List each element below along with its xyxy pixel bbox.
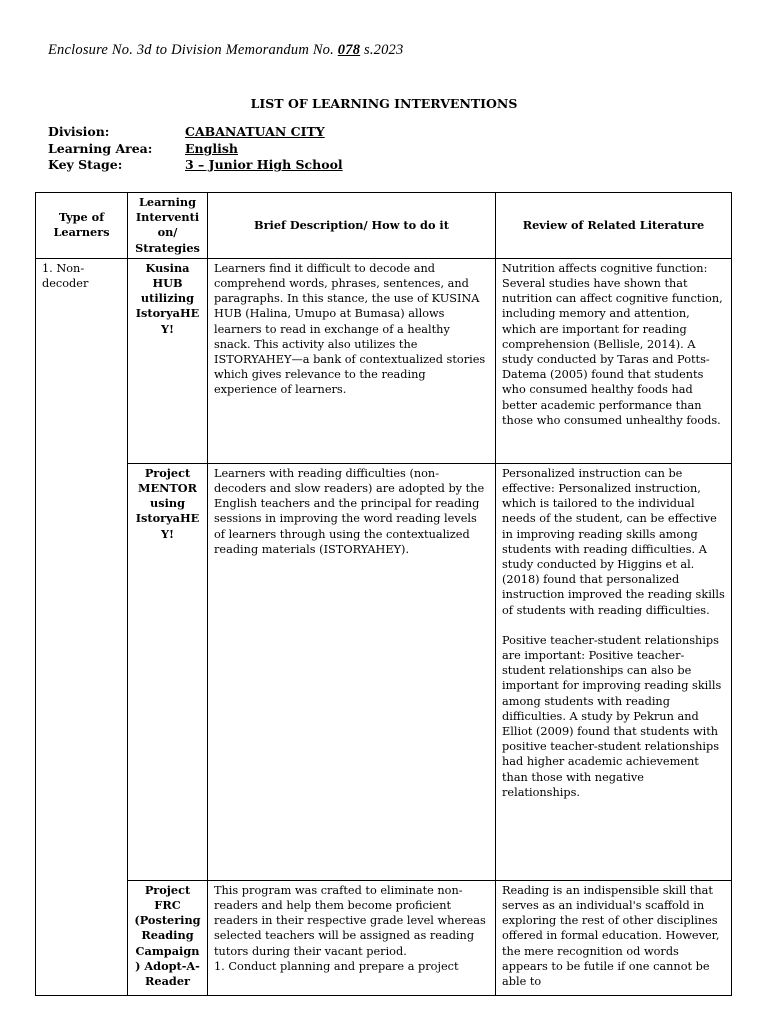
review-cell: [496, 463, 732, 880]
header-description: Brief Description/ How to do it: [208, 193, 496, 259]
meta-learning-area: [48, 141, 343, 158]
review-cell: [496, 258, 732, 463]
table-header-row: [36, 193, 732, 259]
table-row: [36, 258, 732, 463]
review-paragraph: Reading is an indispensible skill that serves as an individual's scaffold in exploring the rest of other disciplines offered in formal education. However, the mere recognition od words appears to be futile if one cannot be able to: [502, 883, 720, 989]
learner-type-cell: 1. Non-decoder: [36, 258, 128, 995]
meta-label: Key Stage:: [48, 157, 123, 172]
enclosure-line: [48, 42, 403, 59]
page-title: LIST OF LEARNING INTERVENTIONS: [250, 96, 518, 111]
table-row: [36, 463, 732, 880]
meta-label: Learning Area:: [48, 140, 153, 156]
strategy-cell: Project MENTOR using IstoryaHE Y!: [128, 463, 208, 880]
strategy-cell: Kusina HUB utilizing IstoryaHE Y!: [128, 258, 208, 463]
header-type-of-learners: Type of Learners: [36, 193, 128, 259]
meta-key-stage: [48, 157, 343, 174]
description-cell: Learners find it difficult to decode and comprehend words, phrases, sentences, and paragraphs. In this stance, the use of KUSINA HUB (Halina, Umupo at Bumasa) allows learners to read in exchange of a healthy snack. This activity also utilizes the ISTORYAHEY—a bank of contextualized stories which gives relevance to the reading experience of learners.: [208, 258, 496, 463]
interventions-table: [35, 192, 732, 996]
meta-value: 3 – Junior High School: [185, 157, 343, 172]
description-cell: Learners with reading difficulties (non-decoders and slow readers) are adopted by the English teachers and the principal for reading sessions in improving the word reading levels of learners through using the contextualized reading materials (ISTORYAHEY).: [208, 463, 496, 880]
enclosure-suffix: s.2023: [363, 42, 404, 58]
review-paragraph: Positive teacher-student relationships are important: Positive teacher-student relationships can also be important for improving reading skills among students with reading difficulties. A study by Pekrun and Elliot (2009) found that students with positive teacher-student relationships had higher academic achievement than those with negative relationships.: [502, 633, 722, 799]
memo-number: 078: [337, 42, 361, 58]
meta-division: [48, 124, 343, 141]
meta-value: English: [185, 140, 238, 156]
enclosure-prefix: Enclosure No. 3d to Division Memorandum No.: [48, 42, 334, 58]
header-strategies: Learning Interventi on/ Strategies: [128, 193, 208, 259]
table-row: [36, 880, 732, 995]
meta-label: Division:: [48, 124, 110, 139]
header-review: Review of Related Literature: [496, 193, 732, 259]
description-cell: This program was crafted to eliminate non-readers and help them become proficient readers in their respective grade level whereas selected teachers will be assigned as reading tutors during their vacant period. 1. Conduct planning and prepare a project: [208, 880, 496, 995]
review-cell: [496, 880, 732, 995]
review-paragraph: Personalized instruction can be effective: Personalized instruction, which is tailored to the individual needs of the student, can be effective in improving reading skills among students with reading difficulties. A study conducted by Higgins et al. (2018) found that personalized instruction improved the reading skills of students with reading difficulties.: [502, 466, 725, 617]
meta-value: CABANATUAN CITY: [185, 124, 325, 139]
document-meta: [48, 124, 343, 174]
review-paragraph: Nutrition affects cognitive function: Several studies have shown that nutrition can affect cognitive function, including memory and attention, which are important for reading comprehension (Bellisle, 2014). A study conducted by Taras and Potts-Datema (2005) found that students who consumed healthy foods had better academic performance than those who consumed unhealthy foods.: [502, 261, 723, 427]
strategy-cell: Project FRC (Postering Reading Campaign ) Adopt-A-Reader: [128, 880, 208, 995]
